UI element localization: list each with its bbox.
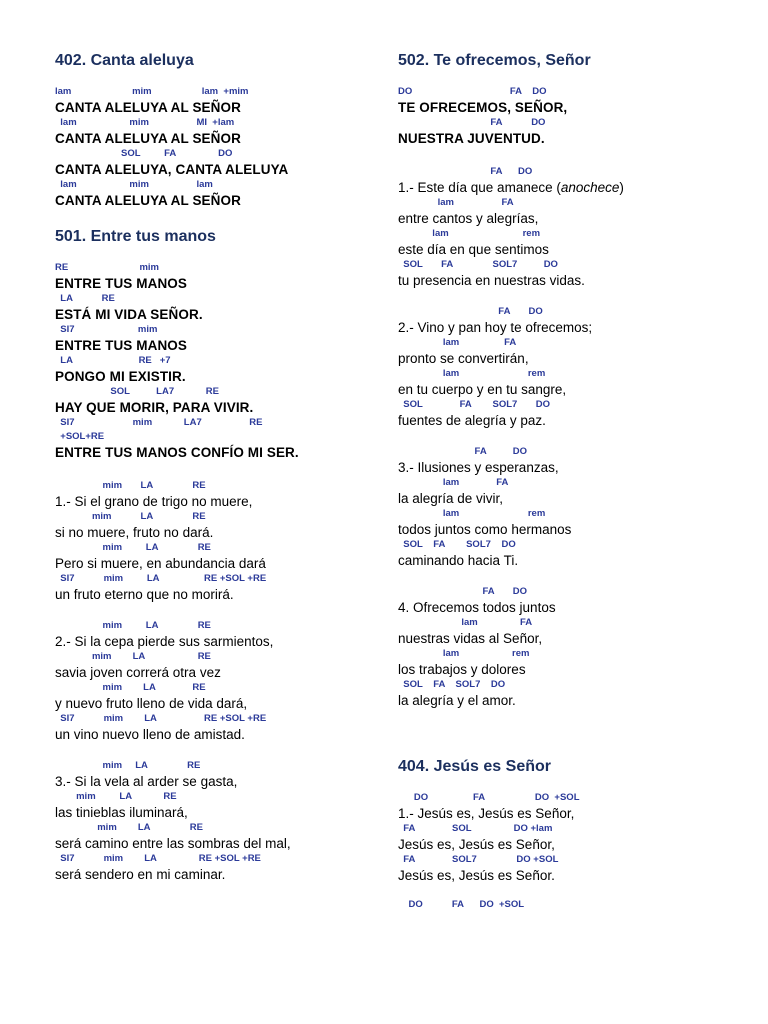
chord-line: FA DO <box>398 117 546 128</box>
song-title: 502. Te ofrecemos, Señor <box>398 52 591 69</box>
lyric-line: CANTA ALELUYA AL SEÑOR <box>55 100 241 115</box>
lyric-line: savia joven correrá otra vez <box>55 665 221 680</box>
chord-line: FA DO <box>398 586 527 597</box>
chord-line: lam rem <box>398 648 530 659</box>
lyric-italic: anochece <box>560 180 620 195</box>
lyric-line: Pero si muere, en abundancia dará <box>55 556 266 571</box>
lyric-text: 1.- Este día que amanece ( <box>398 180 561 195</box>
lyric-line: si no muere, fruto no dará. <box>55 525 214 540</box>
lyric-line: CANTA ALELUYA, CANTA ALELUYA <box>55 162 289 177</box>
song-title: 404. Jesús es Señor <box>398 758 551 775</box>
chord-line: SOL LA7 RE <box>55 386 219 397</box>
chord-line: lam FA <box>398 337 517 348</box>
lyric-line: 1.- Si el grano de trigo no muere, <box>55 494 253 509</box>
lyric-line: será camino entre las sombras del mal, <box>55 836 291 851</box>
chord-line: SOL FA DO <box>55 148 233 159</box>
lyric-line: en tu cuerpo y en tu sangre, <box>398 382 567 397</box>
lyric-line: 2.- Si la cepa pierde sus sarmientos, <box>55 634 274 649</box>
chord-line: lam rem <box>398 508 546 519</box>
chord-line: lam FA <box>398 477 509 488</box>
lyric-line: todos juntos como hermanos <box>398 522 572 537</box>
lyric-line: fuentes de alegría y paz. <box>398 413 546 428</box>
lyric-line: tu presencia en nuestras vidas. <box>398 273 585 288</box>
chord-line: FA SOL DO +lam <box>398 823 553 834</box>
chord-line: lam FA <box>398 617 533 628</box>
chord-line: mim LA RE <box>55 760 201 771</box>
lyric-line: nuestras vidas al Señor, <box>398 631 543 646</box>
lyric-line: ESTÁ MI VIDA SEÑOR. <box>55 307 203 322</box>
lyric-line: PONGO MI EXISTIR. <box>55 369 186 384</box>
chord-line: lam rem <box>398 228 541 239</box>
chord-line: mim LA RE <box>55 791 177 802</box>
chord-line: SOL FA SOL7 DO <box>398 679 506 690</box>
lyric-line: los trabajos y dolores <box>398 662 526 677</box>
chord-line: SOL FA SOL7 DO <box>398 259 558 270</box>
lyric-line: caminando hacia Ti. <box>398 553 519 568</box>
lyric-line: 3.- Ilusiones y esperanzas, <box>398 460 559 475</box>
lyric-line: NUESTRA JUVENTUD. <box>398 131 545 146</box>
lyric-line: 2.- Vino y pan hoy te ofrecemos; <box>398 320 593 335</box>
lyric-line: ENTRE TUS MANOS <box>55 338 188 353</box>
lyric-line: 3.- Si la vela al arder se gasta, <box>55 774 238 789</box>
chord-line: DO FA DO +SOL <box>398 899 525 910</box>
chord-line: +SOL+RE <box>55 431 105 442</box>
chord-line: mim LA RE <box>55 542 211 553</box>
lyric-line: 4. Ofrecemos todos juntos <box>398 600 556 615</box>
lyric-line: y nuevo fruto lleno de vida dará, <box>55 696 248 711</box>
lyric-line: HAY QUE MORIR, PARA VIVIR. <box>55 400 254 415</box>
lyric-line: Jesús es, Jesús es Señor. <box>398 868 555 883</box>
chord-line: mim LA RE <box>55 511 206 522</box>
lyric-line: ENTRE TUS MANOS <box>55 276 188 291</box>
chord-line: SI7 mim LA RE +SOL +RE <box>55 713 267 724</box>
chord-line: SI7 mim LA RE +SOL +RE <box>55 853 261 864</box>
song-title: 402. Canta aleluya <box>55 52 194 69</box>
lyric-line: la alegría y el amor. <box>398 693 516 708</box>
lyric-line: este día en que sentimos <box>398 242 549 257</box>
chord-line: lam mim lam <box>55 179 213 190</box>
chord-line: mim LA RE <box>55 620 211 631</box>
lyric-line: un vino nuevo lleno de amistad. <box>55 727 245 742</box>
chord-line: DO FA DO <box>398 86 547 97</box>
chord-line: LA RE <box>55 293 115 304</box>
lyric-line: TE OFRECEMOS, SEÑOR, <box>398 100 568 115</box>
chord-line: mim LA RE <box>55 480 206 491</box>
chord-line: SI7 mim LA RE +SOL +RE <box>55 573 267 584</box>
chord-line: FA DO <box>398 306 543 317</box>
chord-line: lam mim MI +lam <box>55 117 235 128</box>
lyric-line: las tinieblas iluminará, <box>55 805 188 820</box>
lyric-line: un fruto eterno que no morirá. <box>55 587 234 602</box>
lyric-line: ENTRE TUS MANOS CONFÍO MI SER. <box>55 445 299 460</box>
lyric-line <box>398 180 624 196</box>
song-title: 501. Entre tus manos <box>55 228 216 245</box>
chord-line: DO FA DO +SOL <box>398 792 580 803</box>
chord-line: FA DO <box>398 166 533 177</box>
chord-line: lam FA <box>398 197 514 208</box>
chord-line: FA DO <box>398 446 527 457</box>
chord-line: lam rem <box>398 368 546 379</box>
chord-line: SOL FA SOL7 DO <box>398 539 516 550</box>
chord-line: FA SOL7 DO +SOL <box>398 854 559 865</box>
lyric-line: la alegría de vivir, <box>398 491 504 506</box>
lyric-line: entre cantos y alegrías, <box>398 211 539 226</box>
lyric-line: será sendero en mi caminar. <box>55 867 226 882</box>
lyric-line: 1.- Jesús es, Jesús es Señor, <box>398 806 575 821</box>
chord-line: RE mim <box>55 262 159 273</box>
chord-line: mim LA RE <box>55 651 211 662</box>
lyric-line: Jesús es, Jesús es Señor, <box>398 837 555 852</box>
chord-line: LA RE +7 <box>55 355 171 366</box>
chord-line: mim LA RE <box>55 682 206 693</box>
lyric-line: CANTA ALELUYA AL SEÑOR <box>55 131 241 146</box>
chord-line: mim LA RE <box>55 822 203 833</box>
lyric-text-after: ) <box>619 180 624 195</box>
chord-line: lam mim lam +mim <box>55 86 249 97</box>
lyric-line: CANTA ALELUYA AL SEÑOR <box>55 193 241 208</box>
chord-line: SI7 mim <box>55 324 158 335</box>
lyric-line: pronto se convertirán, <box>398 351 529 366</box>
chord-line: SOL FA SOL7 DO <box>398 399 551 410</box>
chord-line: SI7 mim LA7 RE <box>55 417 263 428</box>
